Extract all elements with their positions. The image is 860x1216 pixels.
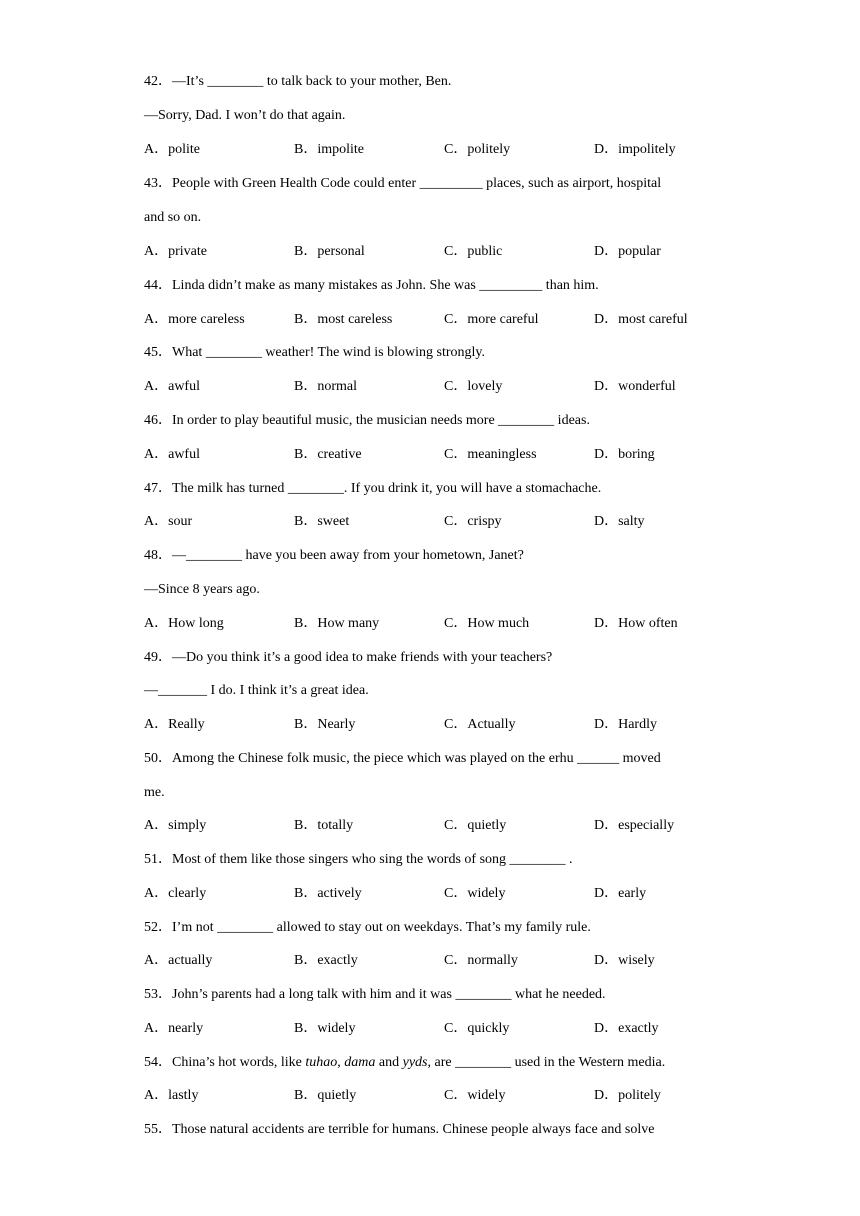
question-51-option-a: A．clearly bbox=[144, 886, 207, 901]
question-44-option-d: D．most careful bbox=[594, 312, 688, 327]
question-42-text: 42．—It’s ________ to talk back to your mother, Ben. bbox=[144, 74, 452, 89]
question-42-option-a: A．polite bbox=[144, 142, 200, 157]
question-52-option-c: C．normally bbox=[444, 953, 518, 968]
question-43-text: 43．People with Green Health Code could enter _________ places, such as airport, hospital bbox=[144, 176, 662, 191]
question-54-term-yyds: yyds bbox=[402, 1055, 428, 1070]
question-44-text: 44．Linda didn’t make as many mistakes as John. She was _________ than him. bbox=[144, 278, 599, 293]
question-46-option-a: A．awful bbox=[144, 447, 200, 462]
question-54-text-part: , bbox=[337, 1055, 345, 1070]
question-44-option-a: A．more careless bbox=[144, 312, 245, 327]
question-45-option-c: C．lovely bbox=[444, 379, 503, 394]
question-42-option-d: D．impolitely bbox=[594, 142, 676, 157]
question-50-text-line2: me. bbox=[144, 785, 165, 800]
question-51-option-d: D．early bbox=[594, 886, 647, 901]
question-48-option-a: A．How long bbox=[144, 616, 224, 631]
question-46-option-b: B．creative bbox=[294, 447, 362, 462]
question-49-option-a: A．Really bbox=[144, 717, 205, 732]
question-43-option-c: C．public bbox=[444, 244, 503, 259]
question-49-option-c: C．Actually bbox=[444, 717, 516, 732]
question-45-option-b: B．normal bbox=[294, 379, 357, 394]
question-54-option-d: D．politely bbox=[594, 1088, 661, 1103]
question-51-option-c: C．widely bbox=[444, 886, 506, 901]
question-48-text: 48．—________ have you been away from your hometown, Janet? bbox=[144, 548, 524, 563]
question-50-option-c: C．quietly bbox=[444, 818, 507, 833]
question-53-option-d: D．exactly bbox=[594, 1021, 659, 1036]
question-46-option-d: D．boring bbox=[594, 447, 655, 462]
question-45-option-a: A．awful bbox=[144, 379, 200, 394]
question-50-option-b: B．totally bbox=[294, 818, 354, 833]
question-54-option-c: C．widely bbox=[444, 1088, 506, 1103]
question-53-option-c: C．quickly bbox=[444, 1021, 510, 1036]
question-55-text: 55．Those natural accidents are terrible for humans. Chinese people always face and solve bbox=[144, 1122, 655, 1137]
question-48-text-line2: —Since 8 years ago. bbox=[144, 582, 260, 597]
question-54-term-tuhao: tuhao bbox=[305, 1055, 338, 1070]
question-43-option-b: B．personal bbox=[294, 244, 365, 259]
question-42-option-b: B．impolite bbox=[294, 142, 364, 157]
question-47-option-d: D．salty bbox=[594, 514, 645, 529]
question-45-text: 45．What ________ weather! The wind is blowing strongly. bbox=[144, 345, 486, 360]
question-48-option-d: D．How often bbox=[594, 616, 678, 631]
question-42-text-line2: —Sorry, Dad. I won’t do that again. bbox=[144, 108, 346, 123]
question-49-text: 49．—Do you think it’s a good idea to make friends with your teachers? bbox=[144, 650, 553, 665]
question-53-text: 53．John’s parents had a long talk with him and it was ________ what he needed. bbox=[144, 987, 606, 1002]
question-46-text: 46．In order to play beautiful music, the musician needs more ________ ideas. bbox=[144, 413, 590, 428]
question-46-option-c: C．meaningless bbox=[444, 447, 537, 462]
question-54-text-part: and bbox=[375, 1055, 403, 1070]
question-54-text bbox=[144, 1053, 665, 1073]
question-47-option-b: B．sweet bbox=[294, 514, 350, 529]
question-52-option-a: A．actually bbox=[144, 953, 213, 968]
question-47-option-c: C．crispy bbox=[444, 514, 502, 529]
question-43-text-line2: and so on. bbox=[144, 210, 202, 225]
question-54-option-a: A．lastly bbox=[144, 1088, 199, 1103]
question-49-option-b: B．Nearly bbox=[294, 717, 356, 732]
question-43-option-a: A．private bbox=[144, 244, 207, 259]
question-54-text-part: 54．China’s hot words, like bbox=[144, 1055, 306, 1070]
question-52-option-d: D．wisely bbox=[594, 953, 655, 968]
question-48-option-c: C．How much bbox=[444, 616, 530, 631]
question-43-option-d: D．popular bbox=[594, 244, 661, 259]
question-45-option-d: D．wonderful bbox=[594, 379, 676, 394]
question-49-text-line2: —_______ I do. I think it’s a great idea. bbox=[144, 683, 369, 698]
question-54-text-part: , are ________ used in the Western media. bbox=[427, 1055, 666, 1070]
question-51-text: 51．Most of them like those singers who sing the words of song ________ . bbox=[144, 852, 573, 867]
question-52-option-b: B．exactly bbox=[294, 953, 358, 968]
question-52-text: 52．I’m not ________ allowed to stay out on weekdays. That’s my family rule. bbox=[144, 920, 591, 935]
question-47-option-a: A．sour bbox=[144, 514, 193, 529]
question-54-option-b: B．quietly bbox=[294, 1088, 357, 1103]
question-50-option-a: A．simply bbox=[144, 818, 207, 833]
question-49-option-d: D．Hardly bbox=[594, 717, 657, 732]
question-44-option-c: C．more careful bbox=[444, 312, 539, 327]
question-51-option-b: B．actively bbox=[294, 886, 362, 901]
question-53-option-a: A．nearly bbox=[144, 1021, 204, 1036]
question-50-text: 50．Among the Chinese folk music, the piece which was played on the erhu ______ moved bbox=[144, 751, 661, 766]
question-53-option-b: B．widely bbox=[294, 1021, 356, 1036]
question-47-text: 47．The milk has turned ________. If you drink it, you will have a stomachache. bbox=[144, 481, 602, 496]
question-54-term-dama: dama bbox=[344, 1055, 376, 1070]
question-50-option-d: D．especially bbox=[594, 818, 675, 833]
question-42-option-c: C．politely bbox=[444, 142, 511, 157]
question-44-option-b: B．most careless bbox=[294, 312, 393, 327]
question-48-option-b: B．How many bbox=[294, 616, 380, 631]
